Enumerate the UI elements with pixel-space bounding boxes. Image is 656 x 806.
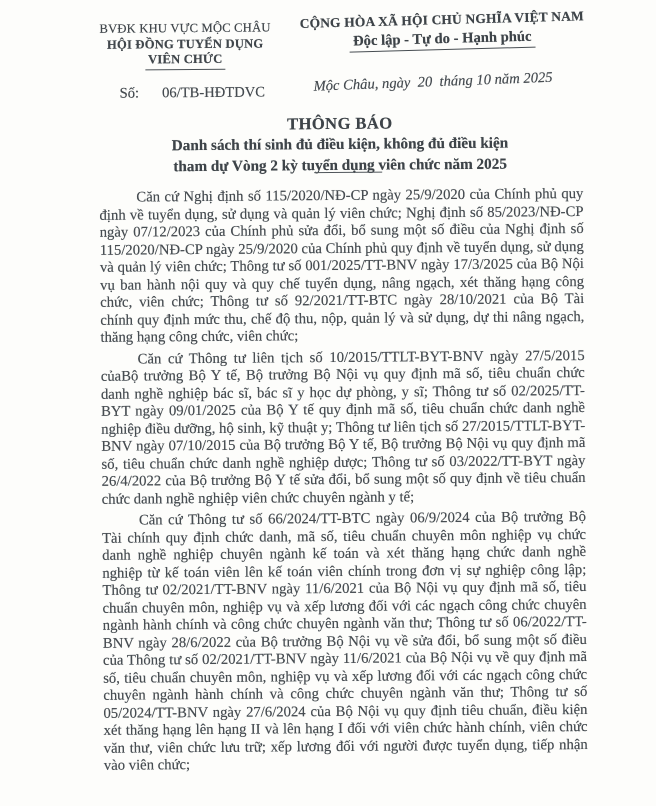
national-motto-line1: CỘNG HÒA XÃ HỘI CHỦ NGHĨA VIỆT NAM (299, 8, 585, 31)
document-body (99, 186, 588, 779)
document-title: THÔNG BÁO (286, 113, 393, 134)
document-subtitle-line1: Danh sách thí sinh đủ điều kiện, không đủ điều kiện (171, 134, 509, 155)
org-name-line1: BVĐK KHU VỰC MỘC CHÂU (99, 20, 271, 36)
title-block (12, 111, 656, 177)
document-number-line (120, 84, 266, 102)
place-date-line: Mộc Châu, ngày 20 tháng 10 năm 2025 (313, 69, 553, 95)
org-name-underlined: VIÊN CHỨC (145, 52, 226, 70)
document-number-label: Số: (119, 85, 140, 102)
legal-basis-paragraph: Căn cứ Thông tư số 66/2024/TT-BTC ngày 06/9/2024 của Bộ trưởng Bộ Tài chính quy định chức danh, mã số, tiêu chuẩn chuyên môn nghiệp vụ chức danh nghề nghiệp chuyên ngành kế toán và xét thăng hạng chức danh nghề nghiệp từ kế toán viên lên kế toán viên chính trong đơn vị sự nghiệp công lập; Thông tư 02/2021/TT-BNV ngày 11/6/2021 của Bộ Nội vụ quy định mã số, tiêu chuẩn chuyên môn, nghiệp vụ và xếp lương đối với các ngạch công chức chuyên ngành hành chính và công chức chuyên ngành văn thư; Thông tư số 06/2022/TT-BNV ngày 28/6/2022 của Bộ trưởng Bộ Nội vụ về sửa đổi, bổ sung một số điều của Thông tư số 02/2021/TT-BNV ngày 11/6/2021 của Bộ Nội vụ về quy định mã số, tiêu chuẩn chuyên môn, nghiệp vụ và xếp lương đối với các ngạch công chức chuyên ngành hành chính và công chức chuyên ngành văn thư; Thông tư số 05/2024/TT-BNV ngày 27/6/2024 của Bộ Nội vụ quy định tiêu chuẩn, điều kiện xét thăng hạng lên hạng II và lên hạng I đối với viên chức hành chính, viên chức văn thư, viên chức lưu trữ; xếp lương đối với người được tuyển dụng, tiếp nhận vào viên chức; (101, 508, 588, 774)
document-subtitle-line2: tham dự Vòng 2 kỳ tuyển dụng viên chức năm 2025 (173, 155, 507, 176)
org-name-line2: HỘI ĐỒNG TUYỂN DỤNG (106, 35, 264, 52)
national-motto-line2: Độc lập - Tự do - Hạnh phúc (349, 29, 536, 53)
document-number-value: 06/TB-HĐTDVC (161, 84, 266, 102)
national-header-block (290, 8, 595, 54)
legal-basis-paragraph: Căn cứ Nghị định số 115/2020/NĐ-CP ngày 25/9/2020 của Chính phủ quy định về tuyển dụng, sử dụng và quản lý viên chức; Nghị định số 85/2023/NĐ-CP ngày 07/12/2023 của Chính phủ sửa đổi, bổ sung một số điều của Nghị định số 115/2020/NĐ-CP ngày 25/9/2020 của Chính phủ quy định về tuyển dụng, sử dụng và quản lý viên chức; Thông tư số 001/2025/TT-BNV ngày 17/3/2025 của Bộ Nội vụ ban hành nội quy và quy chế tuyển dụng, nâng ngạch, xét thăng hạng công chức, viên chức; Thông tư số 92/2021/TT-BTC ngày 28/10/2021 của Bộ Tài chính quy định mức thu, chế độ thu, nộp, quản lý và sử dụng, dự thi nâng ngạch, thăng hạng công chức, viên chức; (99, 185, 585, 346)
legal-basis-paragraph: Căn cứ Thông tư liên tịch số 10/2015/TTLT-BYT-BNV ngày 27/5/2015 củaBộ trưởng Bộ Y tế, Bộ trưởng Bộ Nội vụ quy định mã số, tiêu chuẩn chức danh nghề nghiệp bác sĩ, bác sĩ y học dự phòng, y sĩ; Thông tư số 02/2025/TT-BYT ngày 09/01/2025 của Bộ Y tế quy định mã số, tiêu chuẩn chức danh nghề nghiệp điều dưỡng, hộ sinh, kỹ thuật y; Thông tư liên tịch số 27/2015/TTLT-BYT-BNV ngày 07/10/2015 của Bộ trưởng Bộ Y tế, Bộ trưởng Bộ Nội vụ quy định mã số, tiêu chuẩn chức danh nghề nghiệp dược; Thông tư số 03/2022/TT-BYT ngày 26/4/2022 của Bộ trưởng Bộ Y tế sửa đổi, bổ sung một số quy định về tiêu chuẩn chức danh nghề nghiệp viên chức chuyên ngành y tế; (100, 347, 586, 508)
org-name-line3 (83, 51, 287, 70)
issuing-org-block (83, 20, 287, 70)
